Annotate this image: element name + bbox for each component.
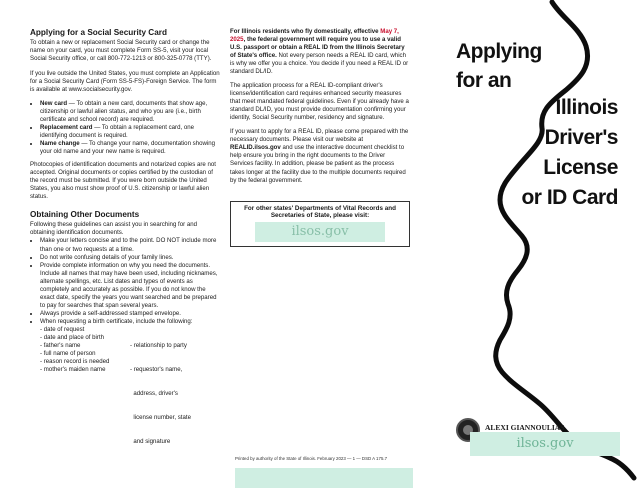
middle-column xyxy=(230,28,410,247)
secretary-name: ALEXI GIANNOULIAS xyxy=(485,422,565,432)
ood-heading: Obtaining Other Documents xyxy=(30,209,140,219)
realid-link[interactable]: REALID.ilsos.gov xyxy=(230,144,281,152)
vital-records-box xyxy=(230,201,410,248)
list-item: • When requesting a birth certificate, include the following: xyxy=(40,318,220,326)
list-item: • Do not write confusing details of your family lines. xyxy=(40,254,220,262)
real-id-process: The application process for a REAL ID-compliant driver's license/identification card requires enhanced security measures that meet mandated federal guidelines. Even if you already have a standard DL/ID, you must provide documentation confirming your identity, Social Security number, residency and signature. xyxy=(230,82,409,122)
birth-fields-right: - relationship to party - requestor's name, address, driver's license number, state and signature xyxy=(130,341,191,446)
title-line-3: Illinois xyxy=(555,96,618,119)
title-line-1: Applying xyxy=(456,40,542,63)
list-item: • New card — To obtain a new card, documents that show age, citizenship or lawful alien status, and who you are (i.e., birth certificate and school record) are required. xyxy=(40,100,220,124)
vital-records-heading: For other states' Departments of Vital Records and Secretaries of State, please visit: xyxy=(244,204,396,220)
ssc-foreign: If you live outside the United States, you must complete an Application for a Social Security Card (Form SS-5-FS)-Foreign Service. The form is available at www.socialsecurity.gov. xyxy=(30,69,220,93)
ssc-photocopies: Photocopies of identification documents and notarized copies are not accepted. Original documents or copies certified by the custodian of the record must be submitted. If you were born outside the United States, you also must show proof of U.S. citizenship or lawful alien status. xyxy=(30,160,216,200)
list-item: • Provide complete information on why you need the documents. Include all names that may have been used, including nicknames, alternate spellings, etc. List dates and types of events as completely and accurately as possible. If you do not know the exact date, specify the years you want searched and be prepared to pay for searches that span several years. xyxy=(40,262,220,310)
title-line-6: or ID Card xyxy=(521,186,618,209)
real-id-intro: For Illinois residents who fly domestically, effective May 7, 2025, the federal government will require you to use a valid U.S. passport or obtain a REAL ID from the Illinois Secretary of State's office. Not every person needs a REAL ID card, which is why we offer you a choice. You decide if you need a REAL ID or standard DL/ID. xyxy=(230,28,409,76)
illinois-border-stroke xyxy=(496,2,634,478)
ssc-intro: To obtain a new or replacement Social Security card or change the name on your card, you must complete Form SS-5, visit your local Social Security office, or call 800-772-1213 or 800-325-0778 (TTY). xyxy=(30,39,212,63)
birth-fields-left: - date of request - date and place of birth - father's name - full name of person - reason record is needed - mother's maiden name xyxy=(40,325,110,373)
list-item: • Name change — To change your name, documentation showing your old name and your new name is required. xyxy=(40,140,220,156)
list-item: • Make your letters concise and to the point. DO NOT include more than one or two requests at a time. xyxy=(40,237,220,253)
ood-guidelines xyxy=(30,237,220,325)
footer-bar xyxy=(235,468,413,488)
ssc-heading: Applying for a Social Security Card xyxy=(30,28,167,37)
list-item: • Replacement card — To obtain a replacement card, one identifying document is required. xyxy=(40,124,220,140)
print-authority: Printed by authority of the State of Illinois. February 2023 — 1 — DSD A 175.7 xyxy=(235,456,388,461)
list-item: • Always provide a self-addressed stamped envelope. xyxy=(40,310,220,318)
left-column xyxy=(30,28,220,462)
title-line-2: for an xyxy=(456,69,512,92)
ilsos-footer-link[interactable]: ilsos.gov xyxy=(470,432,620,456)
real-id-apply: If you want to apply for a REAL ID, please come prepared with the necessary documents. Please visit our website at REALID.ilsos.gov and use the interactive document checklist to help ensure you bring in the right documents to the Driver Services facility. In addition, please be patient as the process takes longer at the facility due to the multiple documents required by the federal government. xyxy=(230,128,409,184)
ssc-card-types xyxy=(30,100,220,156)
ilsos-link[interactable]: ilsos.gov xyxy=(255,222,385,242)
ood-intro: Following these guidelines can assist you in searching for and obtaining identification documents. xyxy=(30,221,197,237)
birth-cert-fields xyxy=(30,326,220,463)
title-line-4: Driver's xyxy=(544,126,618,149)
title-line-5: License xyxy=(543,156,618,179)
